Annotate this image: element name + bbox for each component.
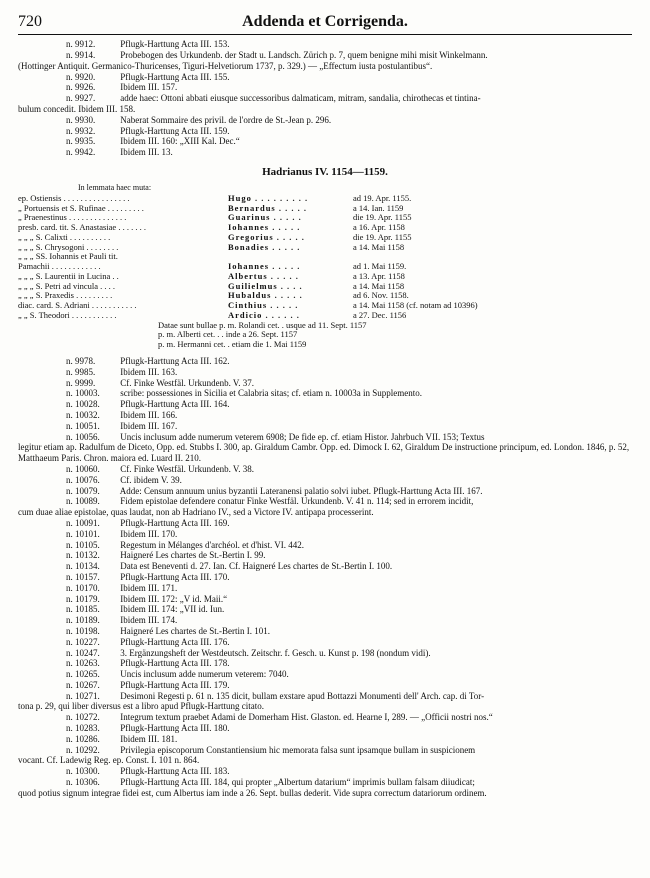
entry xyxy=(18,388,632,399)
entry-number: n. 10185. xyxy=(66,604,100,615)
cardinal-title: „ „ „ S. Calixti . . . . . . . . . . xyxy=(18,232,111,242)
entry-continuation: tona p. 29, qui liber diversus est a libro apud Pflugk-Harttung citato. xyxy=(18,701,264,712)
entry xyxy=(18,626,632,637)
entry-text: Pflugk-Harttung Acta III. 169. xyxy=(120,517,230,528)
entry-number: n. 10170. xyxy=(66,582,100,593)
entry xyxy=(18,680,632,691)
entry-number: n. 10227. xyxy=(66,636,100,647)
entry-number: n. 10306. xyxy=(66,777,100,788)
entry-text: Probebogen des Urkundenb. der Stadt u. Landsch. Zürich p. 7, quem benigne mihi misit Winkelmann. xyxy=(120,49,488,60)
entry xyxy=(18,432,632,443)
entry-number: n. 10247. xyxy=(66,647,100,658)
entry-number: n. 9999. xyxy=(66,377,96,388)
cardinal-title: ep. Ostiensis . . . . . . . . . . . . . . . . xyxy=(18,193,130,203)
cardinal-name: Hugo . . . . . . . . . xyxy=(228,193,309,203)
entry xyxy=(18,147,632,158)
entry-text: Pflugk-Harttung Acta III. 176. xyxy=(120,636,230,647)
entry-text: Pflugk-Harttung Acta III. 179. xyxy=(120,679,230,690)
running-title: Addenda et Corrigenda. xyxy=(242,13,408,30)
entry-number: n. 10272. xyxy=(66,712,100,723)
entry xyxy=(18,496,632,507)
entry-text: Uncis inclusum adde numerum veterem 6908; De fide ep. cf. etiam Histor. Jahrbuch VII. 153; Textus xyxy=(120,431,485,442)
entry xyxy=(18,615,632,626)
entry-text: Ibidem III. 174. xyxy=(120,615,178,626)
cardinal-name: Iohannes . . . . . xyxy=(228,223,301,233)
entry-text: Privilegia episcoporum Constantiensium hic memorata falsa sunt ipsamque bullam in suspicionem xyxy=(120,744,476,755)
entry xyxy=(18,39,632,50)
entry-number: n. 9927. xyxy=(66,93,96,104)
cardinal-name: Bernardus . . . . . xyxy=(228,203,307,213)
entry-text: Pflugk-Harttung Acta III. 162. xyxy=(120,355,230,366)
cardinal-date: a 14. Ian. 1159 xyxy=(353,203,404,213)
cardinal-date: ad 19. Apr. 1155. xyxy=(353,193,412,203)
cardinal-name: Gregorius . . . . . xyxy=(228,232,305,242)
cardinal-name: Guilielmus . . . . xyxy=(228,281,303,291)
top-entries xyxy=(18,39,632,158)
entry xyxy=(18,766,632,777)
cardinal-row xyxy=(18,272,632,282)
cardinal-date: ad 6. Nov. 1158. xyxy=(353,291,409,301)
entry-text: Cf. Finke Westfäl. Urkundenb. V. 37. xyxy=(120,377,255,388)
entry-text: Ibidem III. 13. xyxy=(120,147,173,158)
entry-number: n. 10089. xyxy=(66,496,100,507)
entry-continuation: quod potius signum integrae fidei est, cum Albertus iam inde a 26. Sept. bullas dederit. Vide supra correctum datariorum ordinem. xyxy=(18,787,487,798)
cardinal-title: „ „ „ S. Petri ad vincula . . . . xyxy=(18,281,116,291)
entry-number: n. 9930. xyxy=(66,114,96,125)
cardinal-date: die 19. Apr. 1155 xyxy=(353,213,412,223)
entry-continuation: cum duae aliae epistolae, quas laudat, non ab Hadriano IV., sed a Victore IV. antipapa processerint. xyxy=(18,507,374,518)
entry-number: n. 10271. xyxy=(66,690,100,701)
entry xyxy=(18,399,632,410)
entry-number: n. 10292. xyxy=(66,744,100,755)
entry-text: adde haec: Ottoni abbati eiusque successoribus dalmaticam, mitram, sandalia, chirothecas et tintina- xyxy=(120,93,481,104)
entry xyxy=(18,421,632,432)
cardinal-date xyxy=(353,252,503,262)
entry xyxy=(18,367,632,378)
cardinal-row xyxy=(18,233,632,243)
entry-text: Pflugk-Harttung Acta III. 155. xyxy=(120,71,230,82)
entry-text: Haigneré Les chartes de St.-Bertin I. 99. xyxy=(120,550,266,561)
cardinal-row xyxy=(18,223,632,233)
entry xyxy=(18,82,632,93)
entry xyxy=(18,356,632,367)
cardinal-name: Bonadies . . . . . xyxy=(228,242,301,252)
entry-number: n. 10179. xyxy=(66,593,100,604)
entry-continuation: legitur etiam ap. Radulfum de Diceto, Opp. ed. Stubbs I. 300, ap. Giraldum Cambr. Opp. ed. Dimock I. 62, Giraldum De instructione principum, ed. London. 1846, p. 52, Matthaeum Paris. Chron. maiora ed. Luard II. 210. xyxy=(18,442,630,464)
entry-text: Integrum textum praebet Adami de Domerham Hist. Glaston. ed. Hearne I, 289. — „Officii nostri nos.“ xyxy=(120,712,493,723)
entry-text: Naberat Sommaire des privil. de l'ordre de St.-Jean p. 296. xyxy=(120,114,332,125)
entry-text: Pflugk-Harttung Acta III. 178. xyxy=(120,658,230,669)
entry-number: n. 10060. xyxy=(66,463,100,474)
entry-text: Pflugk-Harttung Acta III. 183. xyxy=(120,766,230,777)
entry-number: n. 10134. xyxy=(66,561,100,572)
entry-number: n. 10157. xyxy=(66,571,100,582)
entry xyxy=(18,669,632,680)
entry-text: Data est Beneventi d. 27. Ian. Cf. Haigneré Les chartes de St.-Bertin I. 100. xyxy=(120,561,393,572)
cardinal-date: a 13. Apr. 1158 xyxy=(353,271,405,281)
cardinal-name xyxy=(228,252,353,262)
entry-number: n. 9920. xyxy=(66,71,96,82)
entry-continuation: vocant. Cf. Ladewig Reg. ep. Const. I. 101 n. 864. xyxy=(18,755,200,766)
cardinal-date: a 16. Apr. 1158 xyxy=(353,223,405,233)
lemmata-label: In lemmata haec muta: xyxy=(78,183,152,193)
entry-text: Ibidem III. 167. xyxy=(120,420,178,431)
cardinal-title: „ Praenestinus . . . . . . . . . . . . . . xyxy=(18,213,127,223)
entry-text: Pflugk-Harttung Acta III. 164. xyxy=(120,399,230,410)
entry-number: n. 10300. xyxy=(66,766,100,777)
entry-number: n. 9942. xyxy=(66,147,96,158)
entry-text: Pflugk-Harttung Acta III. 159. xyxy=(120,125,230,136)
datarius-line: p. m. Alberti cet. . . inde a 26. Sept. 1157 xyxy=(158,329,298,340)
entry xyxy=(18,72,632,83)
entry xyxy=(18,637,632,648)
entry-text: Ibidem III. 170. xyxy=(120,528,178,539)
cardinal-name: Cinthius . . . . . xyxy=(228,301,299,311)
cardinal-row xyxy=(18,301,632,311)
entry-text: Pflugk-Harttung Acta III. 180. xyxy=(120,723,230,734)
entry-number: n. 10051. xyxy=(66,420,100,431)
entry-number: n. 10263. xyxy=(66,658,100,669)
entry-number: n. 10198. xyxy=(66,625,100,636)
entry xyxy=(18,378,632,389)
entry-number: n. 10265. xyxy=(66,669,100,680)
entry-number: n. 10032. xyxy=(66,409,100,420)
entry xyxy=(18,712,632,723)
entry xyxy=(18,604,632,615)
entry xyxy=(18,136,632,147)
entry-number: n. 9932. xyxy=(66,125,96,136)
cardinal-name: Guarinus . . . . . xyxy=(228,213,302,223)
datae-list xyxy=(18,321,632,350)
entry-text: Pflugk-Harttung Acta III. 153. xyxy=(120,39,230,50)
cardinal-name: Iohannes . . . . . xyxy=(228,262,301,272)
entry-number: n. 9926. xyxy=(66,82,96,93)
entry-text: Ibidem III. 174: „VII id. Iun. xyxy=(120,604,225,615)
entry xyxy=(18,734,632,745)
cardinal-title: „ „ „ S. Laurentii in Lucina . . xyxy=(18,271,119,281)
cardinal-title: „ „ S. Theodori . . . . . . . . . . . xyxy=(18,310,117,320)
page-number: 720 xyxy=(18,13,42,30)
entry-number: n. 10091. xyxy=(66,517,100,528)
entry-text: Fidem epistolae defendere conatur Finke Westfäl. Urkundenb. V. 41 n. 114; sed in errorem incidit, xyxy=(120,496,474,507)
entry-number: n. 10267. xyxy=(66,679,100,690)
cardinal-row xyxy=(18,194,632,204)
entry-text: Ibidem III. 166. xyxy=(120,409,178,420)
section-title: Hadrianus IV. 1154—1159. xyxy=(262,165,388,178)
cardinal-row xyxy=(18,291,632,301)
entry-text: Ibidem III. 171. xyxy=(120,582,178,593)
entry-text: Uncis inclusum adde numerum veterem: 7040. xyxy=(120,669,289,680)
cardinal-row xyxy=(18,204,632,214)
cardinal-row xyxy=(18,243,632,253)
entry-text: scribe: possessiones in Sicilia et Calabria sitas; cf. etiam n. 10003a in Supplemento. xyxy=(120,388,422,399)
cardinal-name: Albertus . . . . . xyxy=(228,271,299,281)
datarius-line: Datae sunt bullae p. m. Rolandi cet. . usque ad 11. Sept. 1157 xyxy=(158,319,367,330)
entry xyxy=(18,648,632,659)
entry-text: Desimoni Regesti p. 61 n. 135 dicit, bullam exstare apud Bottazzi Monumenti dell' Arch. cap. di Tor- xyxy=(120,690,485,701)
cardinal-date: a 14. Mai 1158 xyxy=(353,281,405,291)
entry-number: n. 10028. xyxy=(66,399,100,410)
entry-number: n. 10101. xyxy=(66,528,100,539)
entry-continuation: (Hottinger Antiquit. Germanico-Thuricenses, Tiguri-Helvetiorum 1737, p. 329.) — „Effectum iusta postulantibus“. xyxy=(18,60,433,71)
cardinal-date: ad 1. Mai 1159. xyxy=(353,262,407,272)
entry xyxy=(18,594,632,605)
entry-text: Ibidem III. 172: „V id. Maii.“ xyxy=(120,593,228,604)
cardinal-date: a 27. Dec. 1156 xyxy=(353,310,407,320)
cardinal-title: „ „ „ SS. Iohannis et Pauli tit. xyxy=(18,252,118,262)
cardinal-row xyxy=(18,252,632,262)
entry-text: Haigneré Les chartes de St.-Bertin I. 101. xyxy=(120,625,270,636)
entry-number: n. 10079. xyxy=(66,485,100,496)
cardinal-row xyxy=(18,282,632,292)
entry xyxy=(18,50,632,61)
cardinal-title: „ „ „ S. Chrysogoni . . . . . . . . xyxy=(18,242,119,252)
entry xyxy=(18,486,632,497)
entry xyxy=(18,410,632,421)
entry-text: Ibidem III. 163. xyxy=(120,366,178,377)
entry xyxy=(18,572,632,583)
entry xyxy=(18,777,632,788)
entry-text: Cf. Finke Westfäl. Urkundenb. V. 38. xyxy=(120,463,255,474)
cardinal-title: Pamachii . . . . . . . . . . . . xyxy=(18,262,101,272)
cardinal-name: Hubaldus . . . . . xyxy=(228,291,303,301)
entry-text: Cf. ibidem V. 39. xyxy=(120,474,182,485)
cardinal-date: die 19. Apr. 1155 xyxy=(353,232,412,242)
page xyxy=(18,0,632,799)
entry-text: Adde: Censum annuum unius byzantii Lateranensi palatio solvi iubet. Pflugk-Harttung Acta III. 167. xyxy=(119,485,483,496)
entry-number: n. 10076. xyxy=(66,474,100,485)
bottom-entries xyxy=(18,356,632,799)
cardinal-title: diac. card. S. Adriani . . . . . . . . . . . xyxy=(18,301,137,311)
header-rule xyxy=(18,34,632,35)
entry-number: n. 10189. xyxy=(66,615,100,626)
entry-text: Ibidem III. 157. xyxy=(120,82,178,93)
entry-continuation: bulum concedit. Ibidem III. 158. xyxy=(18,103,136,114)
entry xyxy=(18,561,632,572)
entry xyxy=(18,115,632,126)
cardinal-name: Ardicio . . . . . . xyxy=(228,310,300,320)
cardinal-title: „ Portuensis et S. Rufinae . . . . . . . . . xyxy=(18,203,144,213)
entry-number: n. 10056. xyxy=(66,431,100,442)
entry xyxy=(18,475,632,486)
entry-text: Regestum in Mélanges d'archéol. et d'hist. VI. 442. xyxy=(120,539,305,550)
entry xyxy=(18,529,632,540)
cardinal-date: a 14. Mai 1158 (cf. notam ad 10396) xyxy=(353,301,478,311)
entry xyxy=(18,723,632,734)
entry xyxy=(18,464,632,475)
entry xyxy=(18,550,632,561)
entry-text: Pflugk-Harttung Acta III. 170. xyxy=(120,571,230,582)
cardinal-list xyxy=(18,194,632,321)
cardinal-title: presb. card. tit. S. Anastasiae . . . . . . . xyxy=(18,223,146,233)
entry-text: 3. Ergänzungsheft der Westdeutsch. Zeitschr. f. Gesch. u. Kunst p. 198 (nondum vidi). xyxy=(120,647,431,658)
entry xyxy=(18,691,632,702)
entry-number: n. 9912. xyxy=(66,39,96,50)
entry-text: Ibidem III. 160: „XIII Kal. Dec.“ xyxy=(120,136,240,147)
entry-number: n. 10286. xyxy=(66,733,100,744)
entry-number: n. 9985. xyxy=(66,366,96,377)
entry xyxy=(18,745,632,756)
entry-text: Ibidem III. 181. xyxy=(120,733,178,744)
entry-number: n. 10003. xyxy=(66,388,100,399)
entry-number: n. 9978. xyxy=(66,355,96,366)
datarius-line: p. m. Hermanni cet. . etiam die 1. Mai 1159 xyxy=(158,339,307,350)
entry-number: n. 9914. xyxy=(66,49,96,60)
entry-number: n. 10105. xyxy=(66,539,100,550)
entry-text: Pflugk-Harttung Acta III. 184, qui propter „Albertum datarium“ imprimis bullam falsam diiudicat; xyxy=(120,777,475,788)
entry xyxy=(18,540,632,551)
cardinal-row xyxy=(18,213,632,223)
cardinal-title: „ „ „ S. Praxedis . . . . . . . . . xyxy=(18,291,113,301)
entry xyxy=(18,583,632,594)
entry-number: n. 9935. xyxy=(66,136,96,147)
page-header xyxy=(18,12,632,31)
entry xyxy=(18,126,632,137)
entry xyxy=(18,93,632,104)
cardinal-row xyxy=(18,262,632,272)
cardinal-date: a 14. Mai 1158 xyxy=(353,242,405,252)
entry-number: n. 10283. xyxy=(66,723,100,734)
entry-number: n. 10132. xyxy=(66,550,100,561)
entry xyxy=(18,518,632,529)
entry xyxy=(18,658,632,669)
